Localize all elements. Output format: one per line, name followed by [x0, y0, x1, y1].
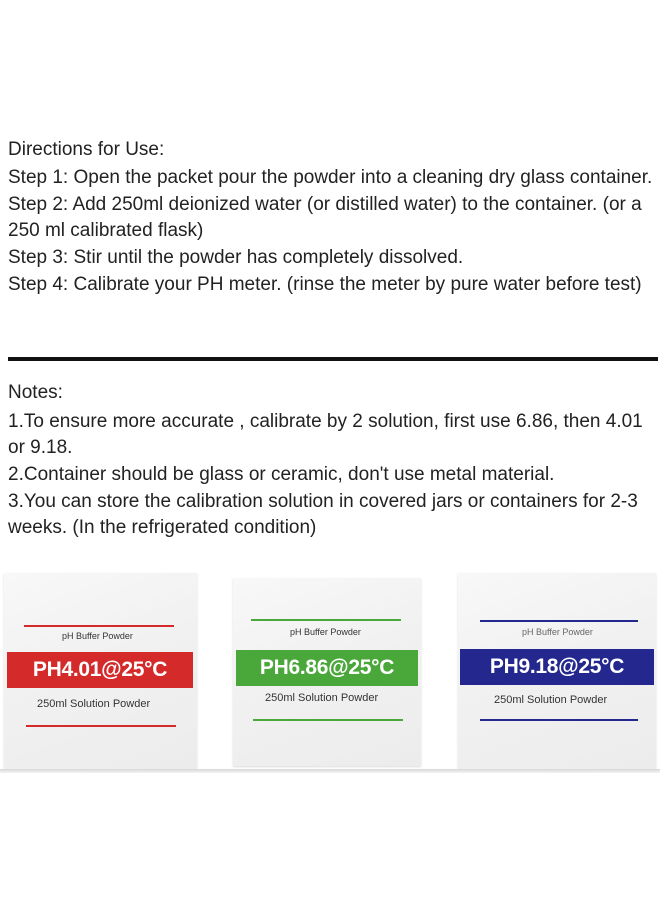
buffer-packet-ph401 [4, 573, 197, 769]
packet-ph-band: PH9.18@25°C [460, 649, 654, 685]
note-item-2: 2.Container should be glass or ceramic, don't use metal material. [8, 464, 555, 485]
packet-ph-band: PH4.01@25°C [7, 652, 193, 688]
buffer-packet-ph686 [233, 578, 421, 766]
section-divider [8, 357, 658, 361]
directions-section [8, 137, 656, 299]
packet-bottom-label: 250ml Solution Powder [37, 698, 151, 710]
direction-step-2: Step 2: Add 250ml deionized water (or distilled water) to the container. (or a 250 ml calibrated flask) [8, 194, 642, 241]
packet-bottom-rule [253, 719, 403, 721]
notes-section [8, 380, 656, 542]
note-item-1: 1.To ensure more accurate , calibrate by 2 solution, first use 6.86, then 4.01 or 9.18. [8, 411, 643, 458]
direction-step-3: Step 3: Stir until the powder has completely dissolved. [8, 247, 464, 268]
packet-bottom-rule [26, 725, 176, 727]
packet-top-label: pH Buffer Powder [62, 631, 133, 641]
direction-step-4: Step 4: Calibrate your PH meter. (rinse the meter by pure water before test) [8, 274, 642, 295]
packet-top-label: pH Buffer Powder [522, 627, 593, 637]
packet-shadow [0, 769, 660, 773]
packet-top-rule [480, 620, 638, 622]
packet-ph-band: PH6.86@25°C [236, 650, 418, 686]
packet-bottom-label: 250ml Solution Powder [494, 694, 608, 706]
direction-step-1: Step 1: Open the packet pour the powder into a cleaning dry glass container. [8, 167, 653, 188]
packet-bottom-label: 250ml Solution Powder [265, 692, 379, 704]
directions-heading: Directions for Use: [8, 139, 165, 160]
buffer-packet-ph918 [458, 573, 656, 769]
note-item-3: 3.You can store the calibration solution in covered jars or containers for 2-3 weeks. (In the refrigerated condition) [8, 491, 638, 538]
notes-heading: Notes: [8, 382, 63, 403]
packet-bottom-rule [480, 719, 638, 721]
packet-top-rule [251, 619, 401, 621]
packet-top-rule [24, 625, 174, 627]
packet-top-label: pH Buffer Powder [290, 627, 361, 637]
